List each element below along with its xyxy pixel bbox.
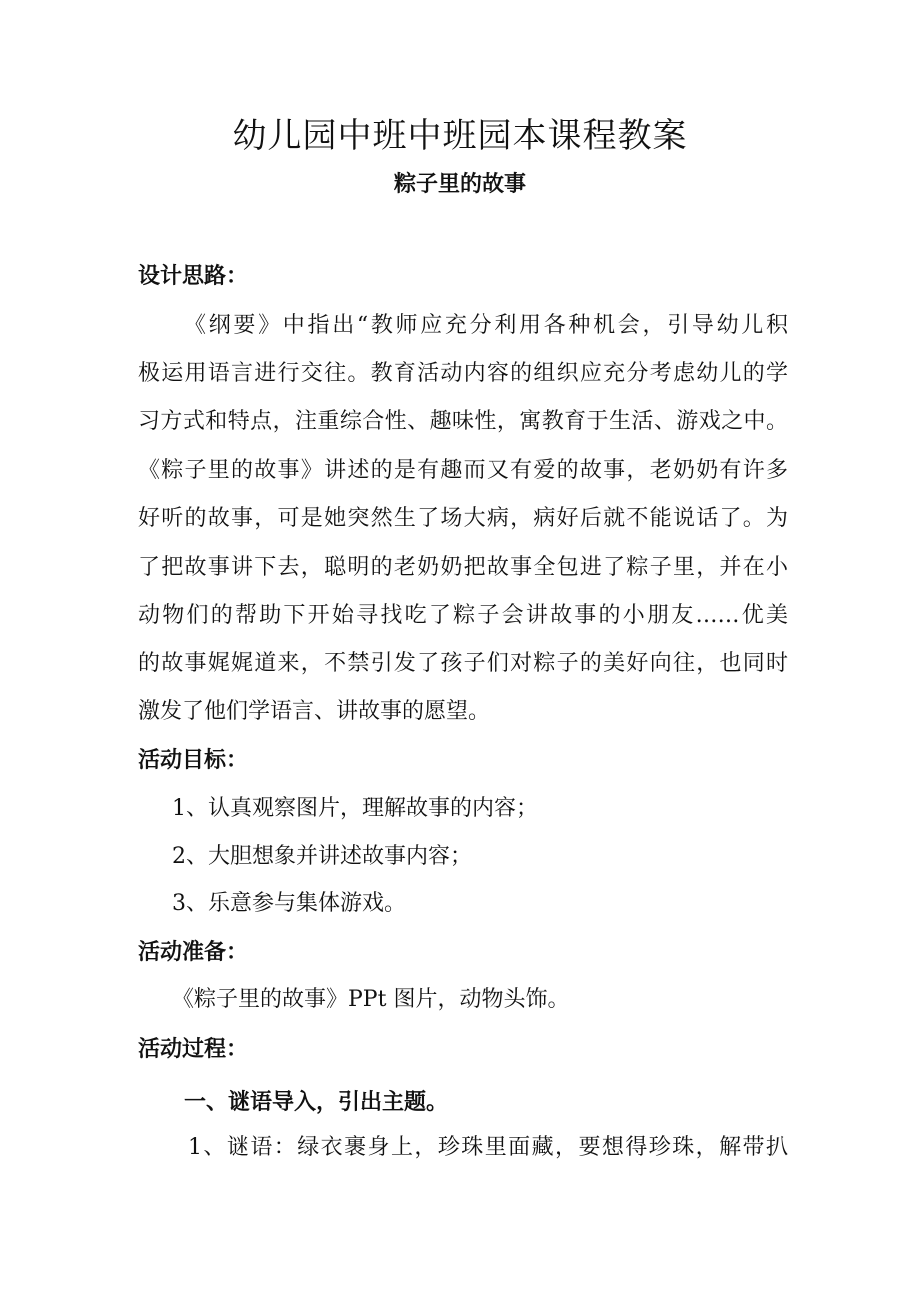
process-heading: 活动过程： xyxy=(138,1036,249,1062)
design-paragraph-line: 了把故事讲下去，聪明的老奶奶把故事全包进了粽子里，并在小 xyxy=(138,555,788,580)
step-one-title: 一、谜语导入，引出主题。 xyxy=(184,1089,449,1115)
design-paragraph-line: 好听的故事，可是她突然生了场大病，病好后就不能说话了。为 xyxy=(138,506,788,531)
goal-item: 1、认真观察图片，理解故事的内容； xyxy=(172,796,538,821)
design-heading: 设计思路： xyxy=(138,263,249,289)
prep-heading: 活动准备： xyxy=(138,939,249,965)
design-paragraph-line: 极运用语言进行交往。教育活动内容的组织应充分考虑幼儿的学 xyxy=(138,361,788,386)
prep-text: 《粽子里的故事》PPt 图片，动物头饰。 xyxy=(172,987,570,1012)
goal-item: 2、大胆想象并讲述故事内容； xyxy=(172,844,472,869)
design-paragraph-line: 的故事娓娓道来，不禁引发了孩子们对粽子的美好向往，也同时 xyxy=(138,651,788,676)
document-subtitle: 粽子里的故事 xyxy=(393,171,526,197)
goal-item: 3、乐意参与集体游戏。 xyxy=(172,891,406,916)
design-paragraph-line: 激发了他们学语言、讲故事的愿望。 xyxy=(138,699,491,724)
document-title: 幼儿园中班中班园本课程教案 xyxy=(232,116,688,156)
design-paragraph-line: 《纲要》中指出“教师应充分利用各种机会，引导幼儿积 xyxy=(184,313,788,338)
design-paragraph-line: 习方式和特点，注重综合性、趣味性，寓教育于生活、游戏之中。 xyxy=(138,409,788,434)
design-paragraph-line: 《粽子里的故事》讲述的是有趣而又有爱的故事，老奶奶有许多 xyxy=(138,458,788,483)
goals-heading: 活动目标： xyxy=(138,747,249,773)
riddle-line: 1、谜语：绿衣裹身上，珍珠里面藏，要想得珍珠，解带扒 xyxy=(188,1135,788,1160)
design-paragraph-line: 动物们的帮助下开始寻找吃了粽子会讲故事的小朋友……优美 xyxy=(138,603,788,628)
